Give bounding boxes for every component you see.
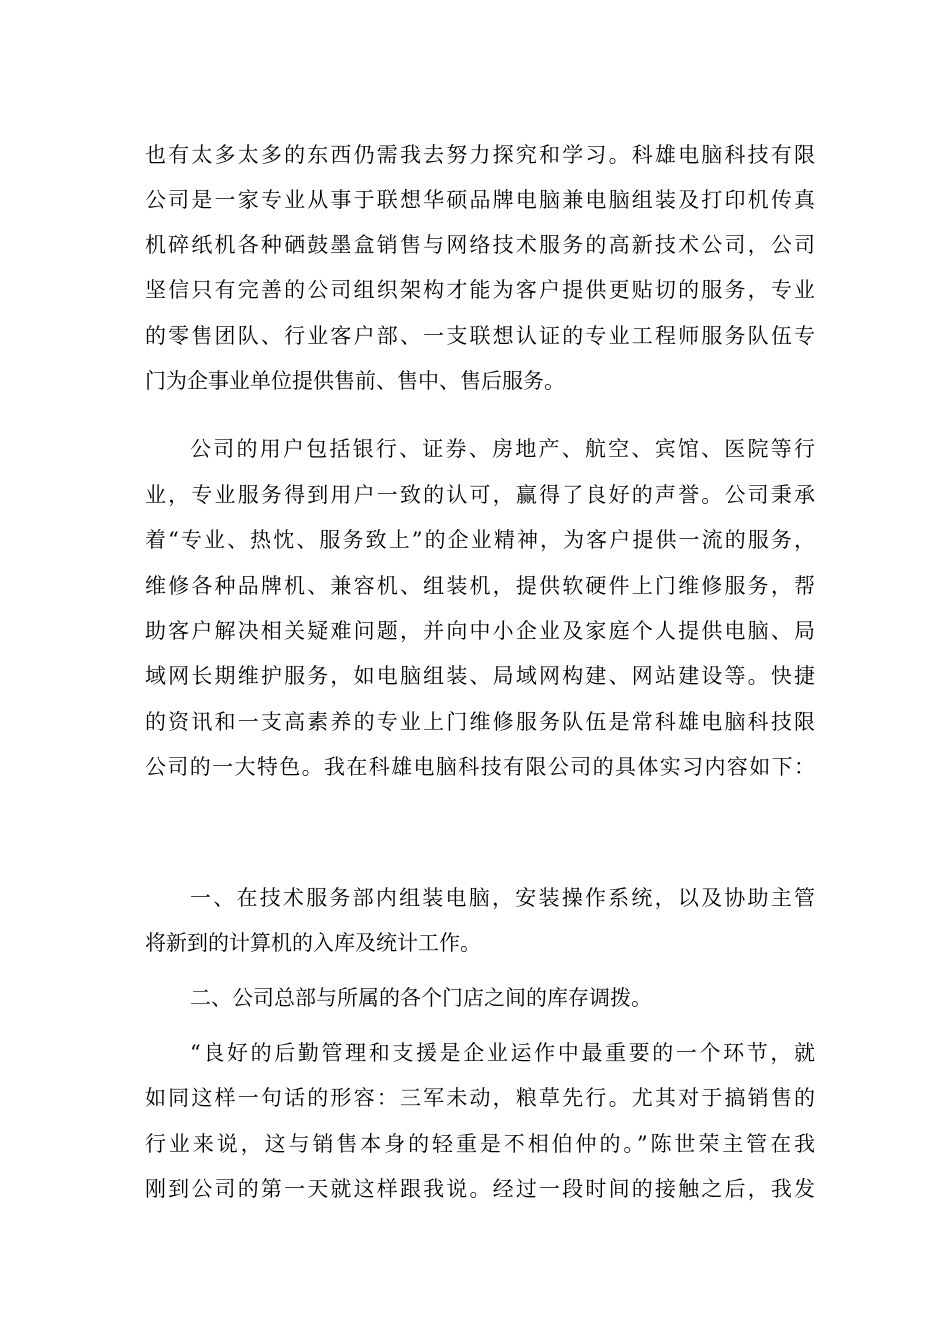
text-line: 域网长期维护服务，如电脑组装、局域网构建、网站建设等。快捷 xyxy=(145,664,815,688)
text-line: 将新到的计算机的入库及统计工作。 xyxy=(145,931,481,955)
text-line: 业，专业服务得到用户一致的认可，赢得了良好的声誉。公司秉承 xyxy=(145,483,815,507)
text-line: 机碎纸机各种硒鼓墨盒销售与网络技术服务的高新技术公司，公司 xyxy=(145,233,815,257)
text-line: 也有太多太多的东西仍需我去努力探究和学习。科雄电脑科技有限 xyxy=(145,143,815,167)
text-line: 的资讯和一支高素养的专业上门维修服务队伍是常科雄电脑科技限 xyxy=(145,710,815,734)
text-line: 公司是一家专业从事于联想华硕品牌电脑兼电脑组装及打印机传真 xyxy=(145,188,815,212)
text-line: 门为企事业单位提供售前、售中、售后服务。 xyxy=(145,369,565,393)
text-line: 二、公司总部与所属的各个门店之间的库存调拨。 xyxy=(190,986,652,1010)
text-line: 行业来说，这与销售本身的轻重是不相伯仲的。”陈世荣主管在我 xyxy=(145,1132,815,1156)
text-line: 助客户解决相关疑难问题，并向中小企业及家庭个人提供电脑、局 xyxy=(145,619,815,643)
text-line: 公司的一大特色。我在科雄电脑科技有限公司的具体实习内容如下： xyxy=(145,755,815,779)
text-line: 着“专业、热忱、服务致上”的企业精神，为客户提供一流的服务， xyxy=(145,528,815,552)
text-line: 坚信只有完善的公司组织架构才能为客户提供更贴切的服务，专业 xyxy=(145,278,815,302)
text-line: 如同这样一句话的形容：三军未动，粮草先行。尤其对于搞销售的 xyxy=(145,1086,815,1110)
text-line: “良好的后勤管理和支援是企业运作中最重要的一个环节，就 xyxy=(190,1041,815,1065)
text-line: 刚到公司的第一天就这样跟我说。经过一段时间的接触之后，我发 xyxy=(145,1177,815,1201)
text-line: 公司的用户包括银行、证券、房地产、航空、宾馆、医院等行 xyxy=(190,437,815,461)
text-line: 维修各种品牌机、兼容机、组装机，提供软硬件上门维修服务，帮 xyxy=(145,574,815,598)
text-line: 的零售团队、行业客户部、一支联想认证的专业工程师服务队伍专 xyxy=(145,324,815,348)
text-line: 一、在技术服务部内组装电脑，安装操作系统，以及协助主管 xyxy=(190,886,815,910)
